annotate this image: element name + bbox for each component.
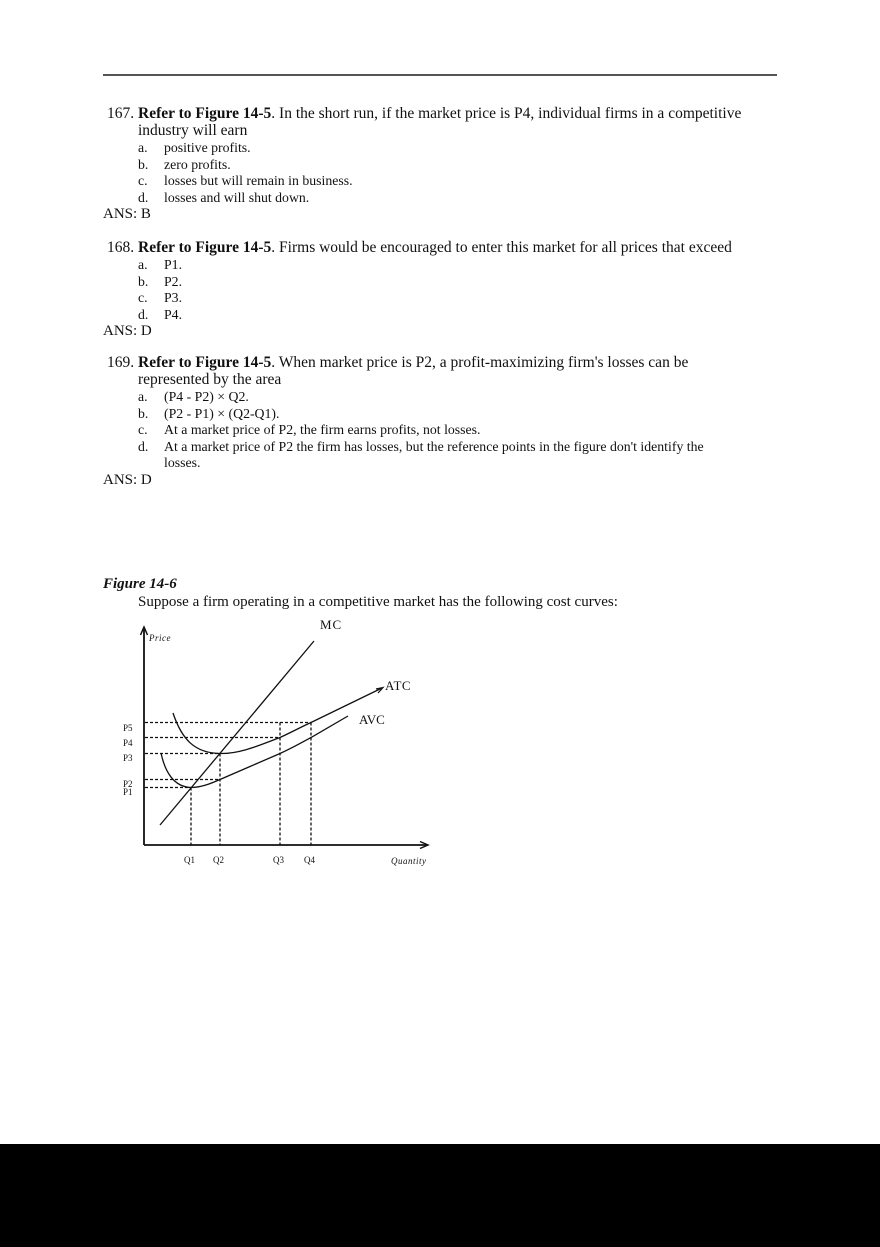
mc-label: MC	[320, 617, 343, 632]
option-c: c. losses but will remain in business.	[138, 173, 353, 189]
figure-reference: Refer to Figure 14-5	[138, 239, 272, 256]
p2-label: P2	[123, 779, 133, 789]
question-number: 167.	[107, 105, 135, 122]
p4-label: P4	[123, 738, 133, 748]
avc-label: AVC	[359, 712, 385, 727]
answer: ANS: D	[103, 471, 152, 488]
question-text: . In the short run, if the market price is P4, individual firms in a competitive industry will earn	[138, 105, 742, 139]
option-b: b. (P2 - P1) × (Q2-Q1).	[138, 405, 280, 421]
q4-label: Q4	[304, 855, 315, 865]
figure-reference: Refer to Figure 14-5	[138, 354, 272, 371]
reference-lines	[145, 723, 311, 846]
option-a: a. (P4 - P2) × Q2.	[138, 389, 249, 404]
p3-label: P3	[123, 753, 133, 763]
atc-curve	[173, 688, 382, 754]
option-b: b. zero profits.	[138, 156, 231, 172]
answer: ANS: D	[103, 323, 152, 340]
option-a: a. P1.	[138, 257, 183, 272]
option-d: d. At a market price of P2 the firm has losses, but the reference points in the figure don't identify the losses.	[138, 438, 704, 471]
option-b: b. P2.	[138, 273, 183, 289]
q3-label: Q3	[273, 855, 284, 865]
q2-label: Q2	[213, 855, 224, 865]
p1-label: P1	[123, 787, 133, 797]
bottom-black-band	[0, 1144, 880, 1247]
quantity-axis-label: Quantity	[391, 856, 427, 866]
option-a: a. positive profits.	[138, 140, 251, 155]
question-text: . Firms would be encouraged to enter this market for all prices that exceed	[271, 239, 732, 256]
figure-description: Suppose a firm operating in a competitive market has the following cost curves:	[138, 594, 618, 610]
answer: ANS: B	[103, 206, 151, 223]
question-number: 169.	[107, 354, 135, 371]
question-number: 168.	[107, 239, 135, 256]
figure-reference: Refer to Figure 14-5	[138, 105, 272, 122]
option-c: c. At a market price of P2, the firm earns profits, not losses.	[138, 422, 481, 438]
option-d: d. P4.	[138, 306, 183, 322]
p5-label: P5	[123, 723, 133, 733]
price-axis-label: Price	[149, 633, 171, 643]
figure-title: Figure 14-6	[103, 576, 177, 592]
q1-label: Q1	[184, 855, 195, 865]
question-text: . When market price is P2, a profit-maximizing firm's losses can be represented by the area	[138, 354, 689, 388]
option-d: d. losses and will shut down.	[138, 189, 310, 205]
option-c: c. P3.	[138, 290, 183, 306]
avc-curve	[161, 716, 348, 788]
atc-label: ATC	[385, 678, 412, 693]
